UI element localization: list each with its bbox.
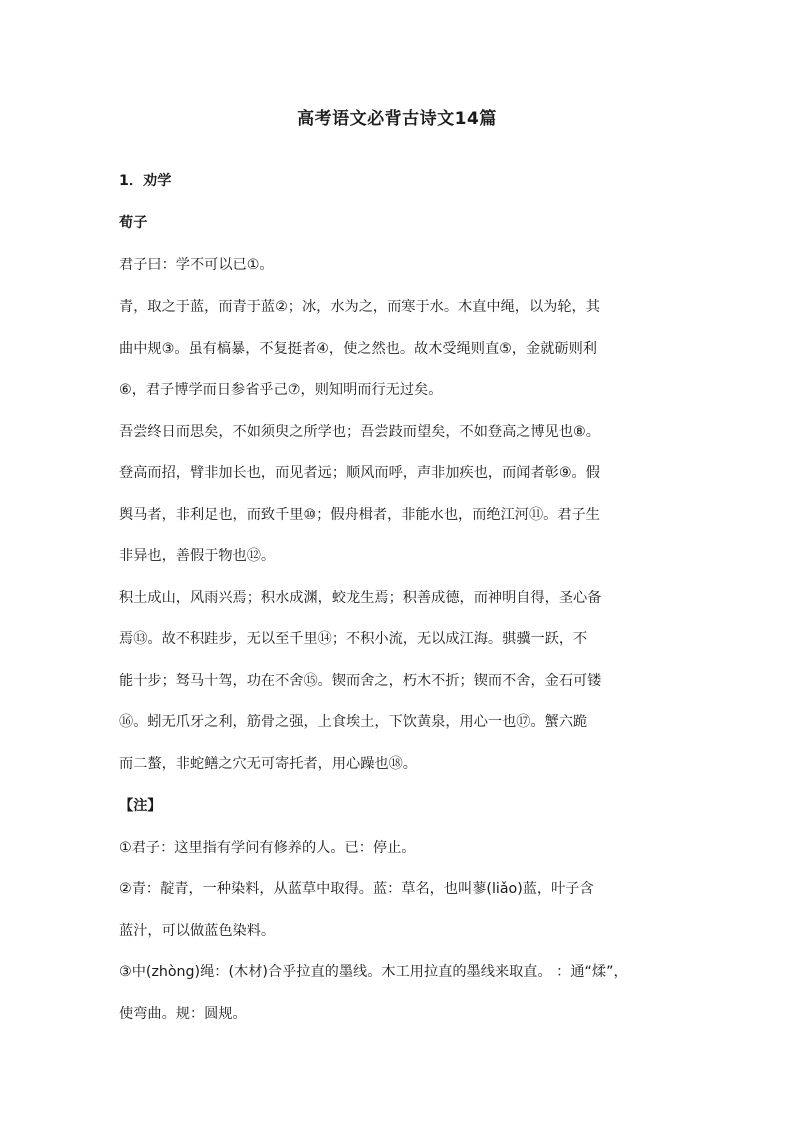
note-line: ③中(zhòng)绳：(木材)合乎拉直的墨线。木工用拉直的墨线来取直。 ：通“煣”， [119,964,628,980]
author-name: 荀子 [119,215,148,231]
text-line: 君子曰：学不可以已①。 [119,257,274,273]
note-line: 使弯曲。规：圆规。 [119,1006,247,1022]
text-line: 积土成山，风雨兴焉；积水成渊，蛟龙生焉；积善成德，而神明自得，圣心备 [119,590,602,606]
text-line: 而二螯，非蛇鳝之穴无可寄托者，用心躁也⑱。 [119,756,417,772]
text-line: 非异也，善假于物也⑫。 [119,548,276,564]
text-line: 青，取之于蓝，而青于蓝②；冰，水为之，而寒于水。木直中绳，以为轮，其 [119,299,600,315]
notes-heading: 【注】 [119,798,162,814]
note-line: 蓝汁，可以做蓝色染料。 [119,923,276,939]
text-line: ⑯。蚓无爪牙之利，筋骨之强，上食埃土，下饮黄泉，用心一也⑰。蟹六跪 [119,714,588,730]
note-line: ①君子：这里指有学问有修养的人。已：停止。 [119,840,416,856]
text-line: ⑥，君子博学而日参省乎己⑦，则知明而行无过矣。 [119,382,443,398]
text-line: 吾尝终日而思矣，不如须臾之所学也；吾尝跂而望矣，不如登高之博见也⑧。 [119,424,600,440]
text-line: 焉⑬。故不积跬步，无以至千里⑭；不积小流，无以成江海。骐骥一跃，不 [119,631,588,647]
text-line: 曲中规③。虽有槁暴，不复挺者④，使之然也。故木受绳则直⑤，金就砺则利 [119,341,597,357]
page-title: 高考语文必背古诗文14篇 [297,109,497,129]
text-line: 登高而招，臂非加长也，而见者远；顺风而呼，声非加疾也，而闻者彰⑨。假 [119,465,600,481]
text-line: 能十步；驽马十驾，功在不舍⑮。锲而舍之，朽木不折；锲而不舍，金石可镂 [119,673,602,689]
section-heading: 1．劝学 [119,173,172,189]
note-line: ②青：靛青，一种染料，从蓝草中取得。蓝：草名，也叫蓼(liǎo)蓝，叶子含 [119,881,594,897]
text-line: 舆马者，非利足也，而致千里⑩；假舟楫者，非能水也，而绝江河⑪。君子生 [119,507,600,523]
